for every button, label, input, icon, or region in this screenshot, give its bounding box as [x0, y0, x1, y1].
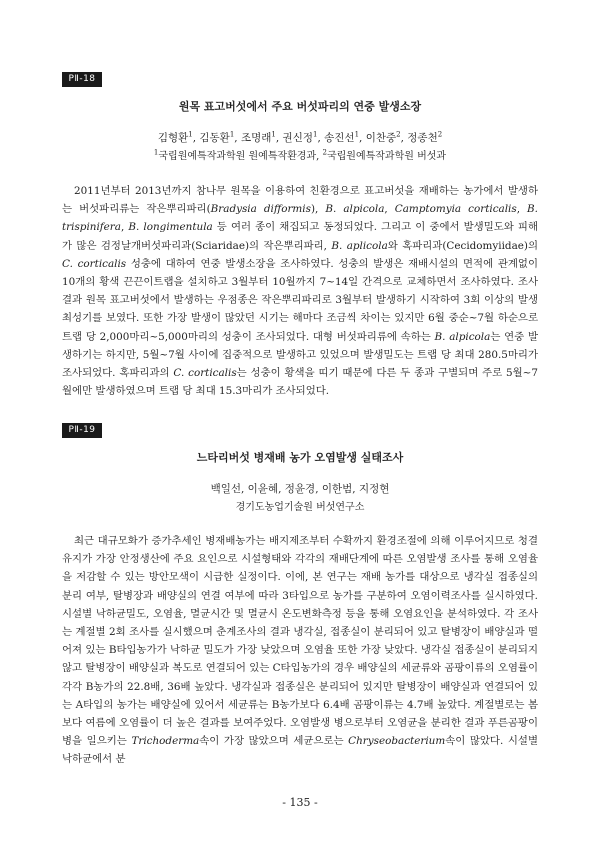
- section-title: 원목 표고버섯에서 주요 버섯파리의 연중 발생소장: [178, 100, 422, 113]
- author-list: 김형환$^1$, 김동환$^1$, 조명래$^1$, 권신정$^1$, 송진선$^1$, 이찬중$^2$, 정종천$^2$: [157, 130, 443, 144]
- section-tag: PⅡ-18: [62, 72, 102, 87]
- section-tag: PⅡ-19: [62, 423, 102, 438]
- section-title: 느타리버섯 병재배 농가 오염발생 실태조사: [196, 451, 404, 464]
- author-list: 백일선, 이윤혜, 정윤경, 이한범, 지정현: [210, 483, 390, 495]
- abstract-body: 최근 대규모화가 증가추세인 병재배농가는 배지제조부터 수확까지 환경조절에 의해 이루어지므로 청결유지가 가장 안정생산에 주요 요인으로 시설형태와 각각의 재배단계에 따른 오염발생 조사를 통해 오염율을 저감할 수 있는 방안모색이 시급한 실정이다. 이에, 본 연구는 재배 농가를 대상으로 냉각실 접종실의 분리 여부, 탈병장과 배양실의 연결 여부에 따라 3타입으로 농가를 구분하여 오염이력조사를 실시하였다. 시설별 낙하균밀도, 오염율, 멸균시간 및 멸균시 온도변화측정 등을 통해 오염요인을 분석하였다. 각 조사는 계절별 2회 조사를 실시했으며 춘계조사의 결과 냉각실, 접종실이 분리되어 있고 탈병장이 배양실과 떨어져 있는 B타입농가가 낙하균 밀도가 가장 낮았으며 오염율 또한 가장 낮았다. 냉각실 접종실이 분리되지 않고 탈병장이 배양실과 복도로 연결되어 있는 C타입농가의 경우 배양실의 세균류와 곰팡이류의 오염률이 각각 B농가의 22.8배, 36배 높았다. 냉각실과 접종실은 분리되어 있지만 탈병장이 배양실과 연결되어 있는 A타입의 농가는 배양실에 있어서 세균류는 B농가보다 6.4배 곰팡이류는 4.7배 높았다. 계절별로는 봄보다 여름에 오염률이 더 높은 결과를 보여주었다. 오염발생 병으로부터 오염균을 분리한 결과 푸른곰팡이병을 일으키는 Trichoderma속이 가장 많았으며 세균으로는 Chryseobacterium속이 많았다. 시설별 낙하균에서 분: [62, 535, 538, 766]
- affiliation: 경기도농업기술원 버섯연구소: [235, 502, 365, 513]
- abstract-body: 2011년부터 2013년까지 참나무 원목을 이용하여 친환경으로 표고버섯을 재배하는 농가에서 발생하는 버섯파리류는 작은뿌리파리(Bradysia difformis), B. alpicola, Camptomyia corticalis, B. trispinifera, B. longimentula 등 여러 종이 채집되고 동정되었다. 그리고 이 중에서 발생밀도와 피해가 많은 검정날개버섯파리과(Sciaridae)의 작은뿌리파리, B. aplicola와 혹파리과(Cecidomyiidae)의 C. corticalis 성충에 대하여 연중 발생소장을 조사하였다. 성충의 발생은 재배시설의 면적에 관계없이 10개의 황색 끈끈이트랩을 설치하고 3월부터 10월까지 7~14일 간격으로 교체하면서 조사하였다. 조사 결과 원목 표고버섯에서 발생하는 우점종은 작은뿌리파리로 3월부터 발생하기 시작하여 3회 이상의 발생최성기를 보였다. 또한 가장 발생이 많았던 시기는 해마다 조금씩 차이는 있지만 6월 중순~7월 하순으로 트랩 당 2,000마리~5,000마리의 성충이 조사되었다. 대형 버섯파리류에 속하는 B. alpicola는 연중 발생하기는 하지만, 5월~7월 사이에 집중적으로 발생하고 있었으며 발생밀도는 트랩 당 최대 280.5마리가 조사되었다. 혹파리과의 C. corticalis는 성충이 황색을 띠기 때문에 다른 두 종과 구별되며 주로 5월~7월에만 발생하였으며 트랩 당 최대 15.3마리가 조사되었다.: [62, 185, 539, 398]
- affiliation: $^1$국립원예특작과학원 원예특작환경과, $^2$국립원예특작과학원 버섯과: [153, 148, 447, 162]
- page-number: - 135 -: [282, 796, 318, 809]
